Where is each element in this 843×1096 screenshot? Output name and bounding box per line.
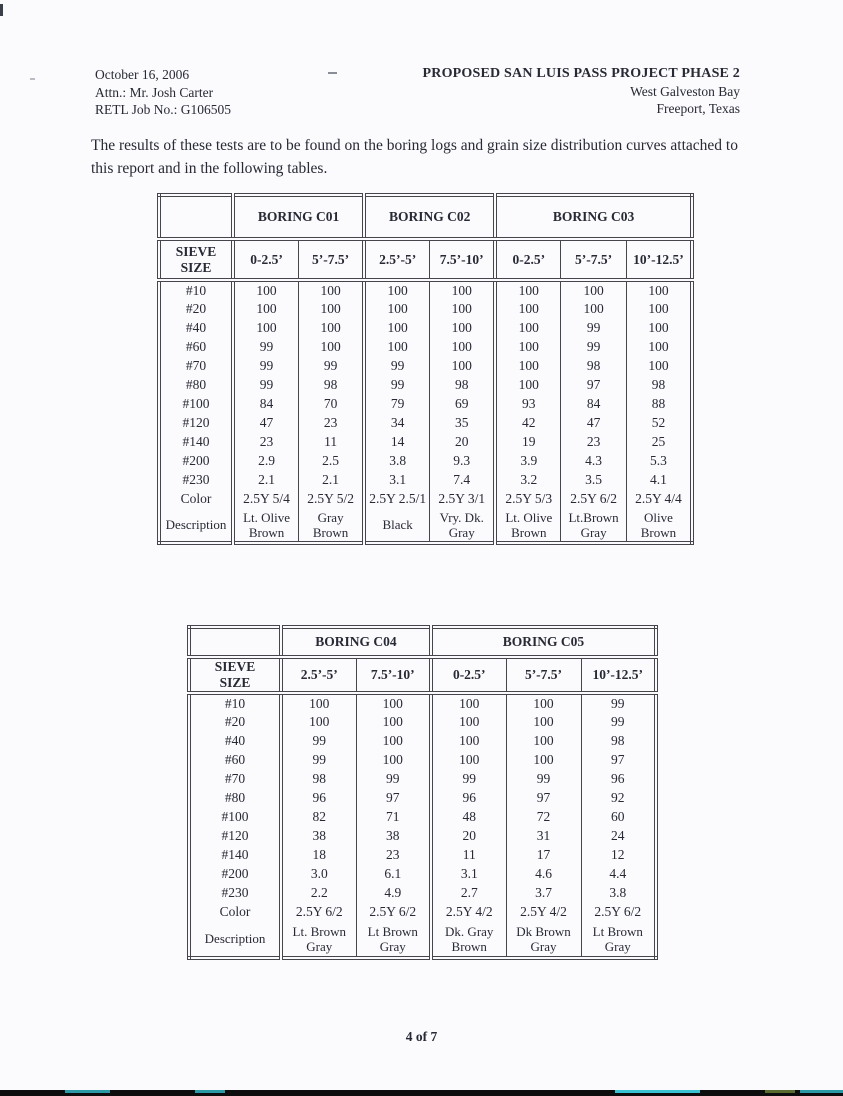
row-label: #40 — [224, 732, 246, 748]
value-cell: 3.8 — [364, 451, 430, 470]
value-cell: 100 — [233, 280, 299, 299]
value-cell: 100 — [506, 750, 581, 769]
sieve-row-no200 — [189, 864, 656, 883]
value-cell: 52 — [626, 413, 692, 432]
value-cell: 100 — [626, 318, 692, 337]
row-label: #60 — [185, 338, 207, 354]
boring-group-header-row — [189, 627, 656, 657]
scan-artifact-bottom-strip — [0, 1090, 843, 1096]
row-label: #120 — [182, 414, 210, 430]
row-label: #230 — [221, 884, 249, 900]
value-cell: 2.5Y 4/4 — [626, 489, 692, 508]
value-cell: 84 — [561, 394, 627, 413]
boring-group-header: BORING C03 — [495, 195, 692, 239]
value-cell: 100 — [506, 693, 581, 712]
sieve-size-header: SIEVE SIZE — [159, 239, 233, 280]
sieve-row-no60 — [189, 750, 656, 769]
sieve-row-no40 — [159, 318, 692, 337]
value-cell: 93 — [495, 394, 561, 413]
value-cell: 100 — [430, 356, 496, 375]
depth-header: 7.5’-10’ — [356, 657, 431, 693]
depth-header: 0-2.5’ — [495, 239, 561, 280]
value-cell: 4.9 — [356, 883, 431, 902]
depth-header: 10’-12.5’ — [626, 239, 692, 280]
value-cell: 3.9 — [495, 451, 561, 470]
value-cell: Lt. Olive Brown — [495, 508, 561, 543]
value-cell: 100 — [626, 356, 692, 375]
value-cell: 100 — [495, 337, 561, 356]
project-city-line: Freeport, Texas — [656, 101, 740, 116]
sieve-row-no60 — [159, 337, 692, 356]
row-label: #10 — [185, 282, 207, 298]
value-cell: 100 — [281, 693, 356, 712]
value-cell: 98 — [281, 769, 356, 788]
sieve-row-no230 — [159, 470, 692, 489]
row-label: #200 — [182, 452, 210, 468]
depth-header: 5’-7.5’ — [506, 657, 581, 693]
intro-paragraph: The results of these tests are to be found on the boring logs and grain size distribution curves attached to this report and in the following tables. — [91, 137, 738, 177]
value-cell: 2.5Y 4/2 — [506, 902, 581, 921]
value-cell: 2.5Y 2.5/1 — [364, 489, 430, 508]
row-label: #70 — [224, 770, 246, 786]
depth-header: 2.5’-5’ — [281, 657, 356, 693]
value-cell: 82 — [281, 807, 356, 826]
row-label: #80 — [185, 376, 207, 392]
row-label: #120 — [221, 827, 249, 843]
value-cell: Gray Brown — [299, 508, 365, 543]
value-cell: 99 — [561, 337, 627, 356]
boring-group-header: BORING C01 — [233, 195, 364, 239]
row-label: #70 — [185, 357, 207, 373]
value-cell: 100 — [233, 299, 299, 318]
value-cell: Dk. Gray Brown — [431, 921, 506, 958]
value-cell: Dk Brown Gray — [506, 921, 581, 958]
value-cell: 35 — [430, 413, 496, 432]
value-cell: Lt. Brown Gray — [281, 921, 356, 958]
value-cell: 24 — [581, 826, 656, 845]
sieve-table-borings-c04-c05 — [187, 625, 658, 960]
value-cell: 100 — [299, 337, 365, 356]
value-cell: 88 — [626, 394, 692, 413]
boring-group-header: BORING C04 — [281, 627, 431, 657]
value-cell: 2.1 — [233, 470, 299, 489]
value-cell: 100 — [431, 750, 506, 769]
value-cell: 92 — [581, 788, 656, 807]
value-cell: 100 — [356, 693, 431, 712]
depth-header: 0-2.5’ — [233, 239, 299, 280]
value-cell: 3.8 — [581, 883, 656, 902]
value-cell: 14 — [364, 432, 430, 451]
value-cell: 18 — [281, 845, 356, 864]
letter-header-left — [95, 66, 231, 119]
value-cell: 47 — [561, 413, 627, 432]
sieve-row-no200 — [159, 451, 692, 470]
value-cell: 47 — [233, 413, 299, 432]
value-cell: 100 — [299, 299, 365, 318]
scan-artifact-topleft-mark — [0, 4, 3, 16]
value-cell: 2.5Y 4/2 — [431, 902, 506, 921]
value-cell: 34 — [364, 413, 430, 432]
value-cell: 2.5 — [299, 451, 365, 470]
row-label: #60 — [224, 751, 246, 767]
value-cell: 2.5Y 5/3 — [495, 489, 561, 508]
sieve-row-no20 — [189, 712, 656, 731]
sieve-row-no10 — [159, 280, 692, 299]
scan-artifact-speck — [328, 72, 337, 74]
value-cell: 23 — [561, 432, 627, 451]
value-cell: 2.5Y 6/2 — [561, 489, 627, 508]
sieve-row-no120 — [189, 826, 656, 845]
value-cell: 12 — [581, 845, 656, 864]
value-cell: 98 — [299, 375, 365, 394]
value-cell: 100 — [495, 375, 561, 394]
value-cell: 25 — [626, 432, 692, 451]
value-cell: 20 — [430, 432, 496, 451]
sieve-row-no70 — [159, 356, 692, 375]
value-cell: 5.3 — [626, 451, 692, 470]
project-location-line: West Galveston Bay — [630, 83, 740, 99]
value-cell: 69 — [430, 394, 496, 413]
value-cell: 100 — [495, 356, 561, 375]
value-cell: 4.3 — [561, 451, 627, 470]
value-cell: 99 — [281, 750, 356, 769]
sieve-row-no100 — [159, 394, 692, 413]
value-cell: 3.7 — [506, 883, 581, 902]
value-cell: 3.5 — [561, 470, 627, 489]
value-cell: 2.2 — [281, 883, 356, 902]
value-cell: Lt Brown Gray — [581, 921, 656, 958]
value-cell: 96 — [581, 769, 656, 788]
value-cell: 100 — [281, 712, 356, 731]
value-cell: 2.5Y 3/1 — [430, 489, 496, 508]
value-cell: 2.5Y 5/4 — [233, 489, 299, 508]
value-cell: 100 — [495, 299, 561, 318]
sieve-row-color — [159, 489, 692, 508]
sieve-row-no230 — [189, 883, 656, 902]
value-cell: 100 — [626, 299, 692, 318]
row-label: Color — [180, 490, 212, 506]
value-cell: 100 — [431, 693, 506, 712]
value-cell: 100 — [356, 712, 431, 731]
scan-artifact-teal-segment — [800, 1090, 843, 1093]
page-number: 4 of 7 — [405, 1029, 438, 1044]
boring-group-header: BORING C02 — [364, 195, 495, 239]
corner-cell — [189, 627, 281, 657]
depth-header: 5’-7.5’ — [561, 239, 627, 280]
value-cell: 99 — [356, 769, 431, 788]
value-cell: 3.1 — [431, 864, 506, 883]
value-cell: 100 — [364, 299, 430, 318]
date-line: October 16, 2006 — [95, 67, 190, 82]
value-cell: 99 — [581, 712, 656, 731]
value-cell: 72 — [506, 807, 581, 826]
value-cell: 100 — [431, 712, 506, 731]
value-cell: 2.7 — [431, 883, 506, 902]
row-label: #100 — [221, 808, 249, 824]
row-label: #140 — [182, 433, 210, 449]
value-cell: 84 — [233, 394, 299, 413]
value-cell: 17 — [506, 845, 581, 864]
value-cell: 42 — [495, 413, 561, 432]
sieve-size-header: SIEVE SIZE — [189, 657, 281, 693]
depth-header: 2.5’-5’ — [364, 239, 430, 280]
sieve-row-no100 — [189, 807, 656, 826]
project-title: PROPOSED SAN LUIS PASS PROJECT PHASE 2 — [422, 66, 740, 81]
value-cell: 3.1 — [364, 470, 430, 489]
scan-artifact-teal-segment — [65, 1090, 110, 1093]
value-cell: 100 — [495, 280, 561, 299]
scan-artifact-olive-segment — [765, 1090, 795, 1093]
value-cell: 2.5Y 6/2 — [356, 902, 431, 921]
value-cell: Black — [364, 508, 430, 543]
value-cell: 23 — [299, 413, 365, 432]
row-label: #140 — [221, 846, 249, 862]
sieve-row-no10 — [189, 693, 656, 712]
value-cell: 20 — [431, 826, 506, 845]
value-cell: 97 — [581, 750, 656, 769]
scan-artifact-cyan-segment — [615, 1090, 700, 1093]
sieve-row-no70 — [189, 769, 656, 788]
value-cell: 70 — [299, 394, 365, 413]
sieve-row-no120 — [159, 413, 692, 432]
boring-group-header: BORING C05 — [431, 627, 656, 657]
value-cell: 99 — [233, 375, 299, 394]
scan-artifact-teal-segment — [195, 1090, 225, 1093]
sieve-row-no80 — [159, 375, 692, 394]
value-cell: 100 — [495, 318, 561, 337]
value-cell: 100 — [430, 280, 496, 299]
value-cell: 4.6 — [506, 864, 581, 883]
row-label: #80 — [224, 789, 246, 805]
sieve-row-no20 — [159, 299, 692, 318]
depth-header: 10’-12.5’ — [581, 657, 656, 693]
row-label: #20 — [185, 300, 207, 316]
value-cell: 100 — [626, 337, 692, 356]
depth-header-row — [159, 239, 692, 280]
boring-group-header-row — [159, 195, 692, 239]
row-label: #10 — [224, 695, 246, 711]
value-cell: 100 — [356, 731, 431, 750]
value-cell: 99 — [506, 769, 581, 788]
value-cell: 99 — [581, 693, 656, 712]
value-cell: 99 — [233, 337, 299, 356]
value-cell: 98 — [581, 731, 656, 750]
value-cell: 98 — [626, 375, 692, 394]
value-cell: 60 — [581, 807, 656, 826]
value-cell: 2.1 — [299, 470, 365, 489]
corner-cell — [159, 195, 233, 239]
value-cell: 38 — [281, 826, 356, 845]
value-cell: 100 — [356, 750, 431, 769]
depth-header: 5’-7.5’ — [299, 239, 365, 280]
sieve-row-description — [189, 921, 656, 958]
value-cell: 99 — [233, 356, 299, 375]
row-label: Color — [219, 903, 251, 919]
row-label: #40 — [185, 319, 207, 335]
row-label: Description — [204, 931, 266, 946]
value-cell: Olive Brown — [626, 508, 692, 543]
value-cell: 100 — [299, 280, 365, 299]
value-cell: 2.5Y 6/2 — [581, 902, 656, 921]
row-label: #100 — [182, 395, 210, 411]
row-label: #200 — [221, 865, 249, 881]
value-cell: 2.9 — [233, 451, 299, 470]
value-cell: 31 — [506, 826, 581, 845]
job-number-line: RETL Job No.: G106505 — [95, 102, 231, 117]
value-cell: 97 — [561, 375, 627, 394]
value-cell: 97 — [506, 788, 581, 807]
value-cell: 99 — [431, 769, 506, 788]
value-cell: 100 — [233, 318, 299, 337]
project-header-right — [423, 65, 740, 118]
value-cell: 100 — [430, 337, 496, 356]
value-cell: 98 — [561, 356, 627, 375]
value-cell: 3.0 — [281, 864, 356, 883]
scan-artifact-speck — [30, 78, 35, 80]
sieve-row-color — [189, 902, 656, 921]
value-cell: 100 — [430, 318, 496, 337]
value-cell: 71 — [356, 807, 431, 826]
depth-header-row — [189, 657, 656, 693]
value-cell: 19 — [495, 432, 561, 451]
value-cell: 100 — [506, 712, 581, 731]
value-cell: 2.5Y 5/2 — [299, 489, 365, 508]
value-cell: 23 — [356, 845, 431, 864]
value-cell: 100 — [364, 337, 430, 356]
sieve-row-no140 — [189, 845, 656, 864]
value-cell: 48 — [431, 807, 506, 826]
value-cell: 4.4 — [581, 864, 656, 883]
value-cell: 2.5Y 6/2 — [281, 902, 356, 921]
value-cell: 100 — [506, 731, 581, 750]
value-cell: 100 — [626, 280, 692, 299]
value-cell: 96 — [281, 788, 356, 807]
value-cell: 3.2 — [495, 470, 561, 489]
sieve-row-no140 — [159, 432, 692, 451]
value-cell: Lt.Brown Gray — [561, 508, 627, 543]
value-cell: 100 — [299, 318, 365, 337]
value-cell: Lt. Olive Brown — [233, 508, 299, 543]
sieve-row-description — [159, 508, 692, 543]
value-cell: 100 — [431, 731, 506, 750]
value-cell: 99 — [561, 318, 627, 337]
value-cell: 100 — [364, 318, 430, 337]
value-cell: 9.3 — [430, 451, 496, 470]
value-cell: 100 — [561, 299, 627, 318]
value-cell: 11 — [431, 845, 506, 864]
value-cell: 98 — [430, 375, 496, 394]
value-cell: 99 — [299, 356, 365, 375]
value-cell: 79 — [364, 394, 430, 413]
sieve-row-no40 — [189, 731, 656, 750]
value-cell: 23 — [233, 432, 299, 451]
value-cell: Lt Brown Gray — [356, 921, 431, 958]
value-cell: 99 — [364, 356, 430, 375]
row-label: #230 — [182, 471, 210, 487]
value-cell: 100 — [364, 280, 430, 299]
value-cell: 4.1 — [626, 470, 692, 489]
value-cell: 96 — [431, 788, 506, 807]
value-cell: 38 — [356, 826, 431, 845]
depth-header: 0-2.5’ — [431, 657, 506, 693]
sieve-row-no80 — [189, 788, 656, 807]
value-cell: Vry. Dk. Gray — [430, 508, 496, 543]
value-cell: 100 — [430, 299, 496, 318]
depth-header: 7.5’-10’ — [430, 239, 496, 280]
value-cell: 97 — [356, 788, 431, 807]
value-cell: 100 — [561, 280, 627, 299]
value-cell: 11 — [299, 432, 365, 451]
row-label: Description — [165, 517, 227, 532]
value-cell: 7.4 — [430, 470, 496, 489]
sieve-table-borings-c01-c03 — [157, 193, 694, 545]
attention-line: Attn.: Mr. Josh Carter — [95, 84, 214, 100]
value-cell: 6.1 — [356, 864, 431, 883]
value-cell: 99 — [281, 731, 356, 750]
value-cell: 99 — [364, 375, 430, 394]
row-label: #20 — [224, 713, 246, 729]
